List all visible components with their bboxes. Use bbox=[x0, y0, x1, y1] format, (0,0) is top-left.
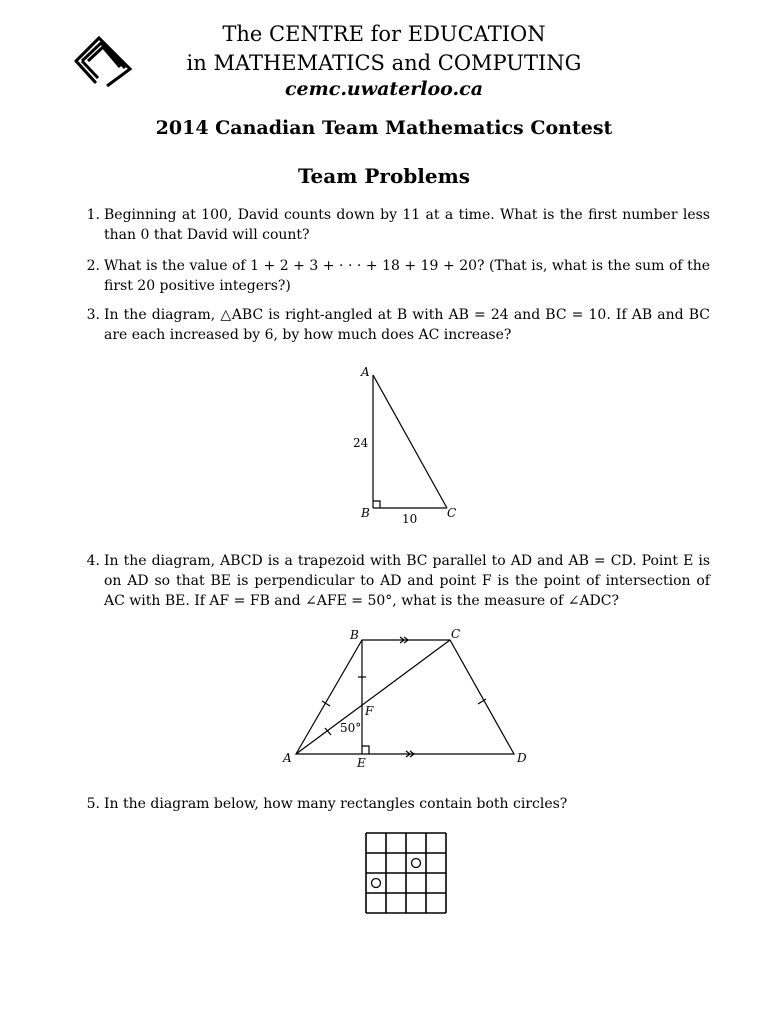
grid-circle bbox=[412, 859, 421, 868]
problem-number: 2. bbox=[86, 258, 100, 274]
problem-text: What is the value of 1 + 2 + 3 + · · · + 18 + 19 + 20? (That is, what is the sum of the first 20 positive integers?) bbox=[104, 258, 710, 294]
vertex-b-label: B bbox=[350, 628, 359, 642]
problem-number: 1. bbox=[86, 207, 100, 223]
rectangle-grid-diagram bbox=[360, 826, 452, 922]
point-e-label: E bbox=[357, 756, 366, 770]
vertex-d-label: D bbox=[517, 751, 527, 765]
vertex-a-label: A bbox=[283, 751, 292, 765]
contest-title: 2014 Canadian Team Mathematics Contest bbox=[155, 117, 613, 139]
problem-number: 5. bbox=[86, 796, 100, 812]
right-angle-mark bbox=[362, 746, 369, 754]
problem-4 bbox=[80, 551, 710, 611]
org-name-line-1: The CENTRE for EDUCATION bbox=[222, 22, 546, 46]
problem-number: 4. bbox=[86, 553, 100, 569]
right-angle-mark bbox=[373, 501, 380, 508]
vertex-c-label: C bbox=[447, 506, 457, 520]
grid-circle bbox=[372, 879, 381, 888]
vertex-c-label: C bbox=[451, 627, 461, 641]
org-name-line-2: in MATHEMATICS and COMPUTING bbox=[186, 51, 582, 75]
trapezoid-abcd bbox=[296, 640, 514, 754]
problem-2 bbox=[80, 256, 710, 296]
problem-number: 3. bbox=[86, 307, 100, 323]
side-bc-label: 10 bbox=[402, 512, 418, 526]
problem-text: In the diagram, ABCD is a trapezoid with BC parallel to AD and AB = CD. Point E is on AD so that BE is perpendicular to AD and point F is the point of intersection of AC with BE. If AF = FB and ∠AFE = 50°, what is the measure of ∠ADC? bbox=[104, 553, 710, 609]
vertex-a-label: A bbox=[361, 365, 370, 379]
problem-text: Beginning at 100, David counts down by 11 at a time. What is the first number less than 0 that David will count? bbox=[104, 207, 710, 243]
problem-1 bbox=[80, 205, 710, 245]
problem-text: In the diagram, △ABC is right-angled at B with AB = 24 and BC = 10. If AB and BC are each increased by 6, by how much does AC increase? bbox=[104, 307, 710, 343]
side-ab-label: 24 bbox=[353, 436, 369, 450]
problem-3 bbox=[80, 305, 710, 345]
problem-5 bbox=[80, 794, 710, 814]
segment-ac bbox=[296, 640, 450, 754]
triangle-diagram bbox=[352, 360, 462, 530]
point-f-label: F bbox=[365, 704, 374, 718]
problem-text: In the diagram below, how many rectangles contain both circles? bbox=[104, 796, 568, 812]
org-url: cemc.uwaterloo.ca bbox=[284, 78, 484, 100]
trapezoid-diagram bbox=[278, 622, 538, 772]
angle-label: 50° bbox=[340, 721, 362, 735]
side-ac bbox=[373, 375, 447, 508]
section-title: Team Problems bbox=[297, 164, 471, 188]
vertex-b-label: B bbox=[361, 506, 370, 520]
